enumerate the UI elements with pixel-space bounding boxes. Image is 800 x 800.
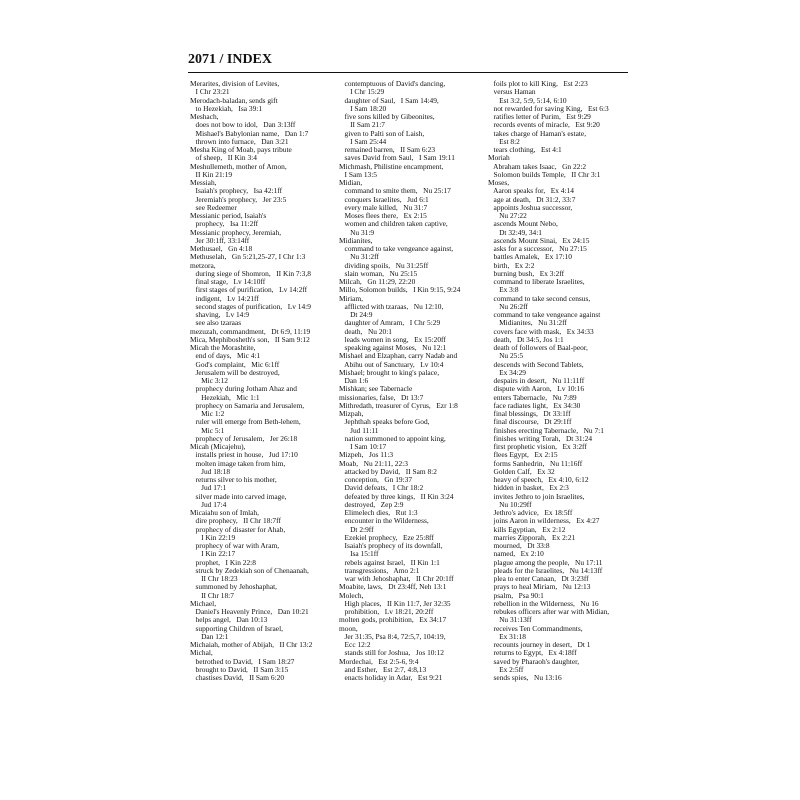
index-entry: speaking against Moses, Nu 12:1 bbox=[339, 344, 447, 352]
index-entry: nation summoned to appoint king, bbox=[339, 434, 446, 443]
index-entry: Moriah bbox=[488, 154, 510, 163]
index-entry: I Chr 23:21 bbox=[190, 88, 230, 97]
index-entry: High places, II Kin 11:7, Jer 32:35 bbox=[339, 599, 451, 608]
index-entry: Michmash, Philistine encampment, bbox=[339, 162, 444, 171]
index-entry: forms Sanhedrin, Nu 11:16ff bbox=[488, 459, 583, 468]
index-entry: Ex 3:8 bbox=[488, 286, 519, 295]
index-entry: Dan 12:1 bbox=[190, 632, 229, 641]
index-entry: death, Nu 20:1 bbox=[339, 327, 392, 336]
index-entry: does not bow to idol, Dan 3:13ff bbox=[190, 121, 296, 130]
index-entry: Moses flees there, Ex 2:15 bbox=[339, 212, 427, 220]
index-entry: Midianites, Nu 31:2ff bbox=[488, 319, 567, 328]
index-entry: final stage, Lv 14:10ff bbox=[190, 278, 266, 286]
index-entry: conquers Israelites, Jud 6:1 bbox=[339, 195, 429, 204]
index-entry: not rewarded for saving King, Est 6:3 bbox=[488, 104, 609, 113]
index-entry: II Sam 21:7 bbox=[339, 121, 385, 130]
index-entry: finishes erecting Tabernacle, Nu 7:1 bbox=[488, 426, 604, 435]
index-entry: rebels against Israel, II Kin 1:1 bbox=[339, 558, 440, 567]
index-entry: command to liberate Israelites, bbox=[488, 278, 585, 286]
index-entry: Millo, Solomon builds, I Kin 9:15, 9:24 bbox=[339, 286, 461, 295]
index-entry: daughter of Amram, I Chr 5:29 bbox=[339, 319, 441, 328]
index-entry: five sons killed by Gibeonites, bbox=[339, 113, 435, 121]
index-entry: Methusael, Gn 4:18 bbox=[190, 245, 253, 253]
index-entry: Micah the Morashtite, bbox=[190, 344, 256, 352]
index-entry: burning bush, Ex 3:2ff bbox=[488, 269, 565, 278]
index-entry: Elimelech dies, Rut 1:3 bbox=[339, 509, 418, 517]
index-entry: despairs in desert, Nu 11:11ff bbox=[488, 377, 585, 385]
index-entry: Milcah, Gn 11:29, 22:20 bbox=[339, 278, 416, 286]
index-entry: flees Egypt, Ex 2:15 bbox=[488, 451, 558, 460]
page-header: 2071 / INDEX bbox=[188, 52, 273, 67]
index-entry: II Chr 18:23 bbox=[190, 575, 238, 583]
index-entry: Jephthah speaks before God, bbox=[339, 418, 430, 427]
index-entry: rebellion in the Wilderness, Nu 16 bbox=[488, 599, 599, 608]
index-entry: Jer 31:35, Psa 8:4, 72:5,7, 104:19, bbox=[339, 632, 446, 641]
index-entry: chastises David, II Sam 6:20 bbox=[190, 674, 285, 682]
index-entry: tears clothing, Est 4:1 bbox=[488, 146, 562, 154]
index-entry: enters Tabernacle, Nu 7:89 bbox=[488, 393, 577, 402]
index-entry: mezuzah, commandment, Dt 6:9, 11:19 bbox=[190, 327, 311, 336]
index-entry: Merarites, division of Levites, bbox=[190, 80, 280, 88]
index-entry: helps angel, Dan 10:13 bbox=[190, 616, 268, 625]
index-entry: returns to Egypt, Ex 4:18ff bbox=[488, 649, 577, 658]
index-entry: Mordechai, Est 2:5-6, 9:4 bbox=[339, 657, 419, 666]
index-entry: prophecy on Samaria and Jerusalem, bbox=[190, 401, 305, 410]
index-entry: Nu 27:22 bbox=[488, 212, 527, 220]
index-entry: heavy of speech, Ex 4:10, 6:12 bbox=[488, 476, 589, 484]
index-entry: end of days, Mic 4:1 bbox=[190, 352, 261, 361]
index-entry: Nu 31:9 bbox=[339, 228, 375, 237]
index-entry: I Sam 25:44 bbox=[339, 137, 387, 146]
index-entry: Isa 15:1ff bbox=[339, 550, 379, 559]
index-entry: molten image taken from him, bbox=[190, 459, 286, 468]
index-entry: betrothed to David, I Sam 18:27 bbox=[190, 657, 295, 666]
index-entry: Mizpah, bbox=[339, 410, 364, 418]
index-entry: Moabite, laws, Dt 23:4ff, Neh 13:1 bbox=[339, 583, 447, 592]
index-entry: Mishael's Babylonian name, Dan 1:7 bbox=[190, 129, 309, 138]
index-entry: Mishael and Elzaphan, carry Nadab and bbox=[339, 352, 458, 361]
index-entry: Est 8:2 bbox=[488, 137, 520, 146]
index-entry: returns silver to his mother, bbox=[190, 476, 277, 484]
index-entry: finishes writing Torah, Dt 31:24 bbox=[488, 434, 593, 443]
index-entry: Golden Calf, Ex 32 bbox=[488, 467, 555, 476]
index-entry: shaving, Lv 14:9 bbox=[190, 311, 250, 319]
index-entry: metzora, bbox=[190, 261, 216, 270]
index-entry: Mithredath, treasurer of Cyrus, Ezr 1:8 bbox=[339, 401, 458, 410]
index-entry: supporting Children of Israel, bbox=[190, 624, 283, 633]
index-entry: prophecy of disaster for Ahab, bbox=[190, 525, 286, 534]
index-entry: defeated by three kings, II Kin 3:24 bbox=[339, 492, 454, 501]
index-entry: war with Jehoshaphat, II Chr 20:1ff bbox=[339, 575, 454, 583]
index-entry: takes charge of Haman's estate, bbox=[488, 129, 587, 138]
index-entry: Meshach, bbox=[190, 113, 219, 121]
index-entry: Abihu out of Sanctuary, Lv 10:4 bbox=[339, 360, 444, 369]
index-entry: plea to enter Canaan, Dt 3:23ff bbox=[488, 575, 589, 583]
index-entry: Nu 31:13ff bbox=[488, 616, 532, 625]
index-entry: Jud 18:18 bbox=[190, 467, 231, 476]
index-entry: II Chr 18:7 bbox=[190, 591, 234, 600]
index-entry: Dt 32:49, 34:1 bbox=[488, 228, 542, 237]
index-entry: I Kin 22:19 bbox=[190, 533, 236, 542]
index-entry: missionaries, false, Dt 13:7 bbox=[339, 393, 424, 402]
index-entry: I Sam 18:20 bbox=[339, 104, 387, 113]
index-entry: face radiates light, Ex 34:30 bbox=[488, 401, 581, 410]
index-entry: Solomon builds Temple, II Chr 3:1 bbox=[488, 170, 601, 179]
index-entry: Dt 2:9ff bbox=[339, 525, 374, 534]
index-entry: I Sam 13:5 bbox=[339, 170, 377, 179]
index-entry: final blessings, Dt 33:1ff bbox=[488, 410, 571, 418]
index-entry: daughter of Saul, I Sam 14:49, bbox=[339, 96, 439, 105]
index-column-3 bbox=[488, 80, 630, 682]
index-entry: ratifies letter of Purim, Est 9:29 bbox=[488, 113, 591, 121]
index-entry: Ex 34:29 bbox=[488, 368, 526, 377]
index-entry: named, Ex 2:10 bbox=[488, 550, 544, 559]
index-entry: Dt 24:9 bbox=[339, 311, 373, 319]
index-entry: Jud 11:11 bbox=[339, 426, 379, 435]
index-entry: Ex 31:18 bbox=[488, 632, 526, 641]
index-entry: first prophetic vision, Ex 3:2ff bbox=[488, 443, 587, 451]
index-entry: Jud 17:1 bbox=[190, 484, 227, 493]
index-entry: Mizpeh, Jos 11:3 bbox=[339, 451, 394, 460]
index-entry: records events of miracle, Est 9:20 bbox=[488, 121, 600, 130]
index-entry: prophecy of war with Aram, bbox=[190, 542, 280, 550]
index-entry: destroyed, Zep 2:9 bbox=[339, 500, 404, 509]
index-entry: during siege of Shomron, II Kin 7:3,8 bbox=[190, 269, 311, 278]
index-entry: Jeremiah's prophecy, Jer 23:5 bbox=[190, 195, 287, 204]
index-entry: first stages of purification, Lv 14:2ff bbox=[190, 286, 308, 295]
index-entry: prays to heal Miriam, Nu 12:13 bbox=[488, 583, 591, 592]
index-entry: command to smite them, Nu 25:17 bbox=[339, 187, 451, 196]
index-entry: mourned, Dt 33:8 bbox=[488, 542, 550, 550]
index-entry: Michaiah, mother of Abijah, II Chr 13:2 bbox=[190, 641, 313, 649]
index-entry: struck by Zedekiah son of Chenaanah, bbox=[190, 566, 309, 575]
index-entry: Mic 1:2 bbox=[190, 410, 225, 418]
index-entry: descends with Second Tablets, bbox=[488, 360, 584, 369]
index-entry: Mic 5:1 bbox=[190, 426, 225, 435]
index-entry: indigent, Lv 14:21ff bbox=[190, 294, 259, 303]
index-column-1 bbox=[190, 80, 332, 682]
index-entry: brought to David, II Sam 3:15 bbox=[190, 665, 289, 674]
index-entry: Moab, Nu 21:11, 22:3 bbox=[339, 459, 408, 468]
index-entry: pleads for the Israelites, Nu 14:13ff bbox=[488, 566, 603, 575]
index-entry: ascends Mount Sinai, Ex 24:15 bbox=[488, 236, 590, 245]
index-entry: I Kin 22:17 bbox=[190, 550, 236, 559]
index-entry: Ex 2:5ff bbox=[488, 665, 524, 674]
index-entry: conception, Gn 19:37 bbox=[339, 476, 413, 484]
index-entry: command to take vengeance against, bbox=[339, 245, 454, 253]
index-entry: ascends Mount Nebo, bbox=[488, 220, 558, 229]
index-entry: David defeats, I Chr 18:2 bbox=[339, 484, 424, 493]
index-entry: sends spies, Nu 13:16 bbox=[488, 674, 562, 682]
index-entry: dividing spoils, Nu 31:25ff bbox=[339, 261, 429, 270]
index-entry: afflicted with tzaraas, Nu 12:10, bbox=[339, 302, 444, 311]
index-entry: Isaiah's prophecy, Isa 42:1ff bbox=[190, 187, 283, 196]
index-entry: prophecy, Isa 11:2ff bbox=[190, 220, 259, 229]
index-entry: Nu 25:5 bbox=[488, 352, 524, 361]
index-entry: second stages of purification, Lv 14:9 bbox=[190, 302, 311, 311]
index-entry: Micah (Micajehu), bbox=[190, 443, 246, 451]
index-entry: final discourse, Dt 29:1ff bbox=[488, 418, 572, 427]
index-entry: remained barren, II Sam 6:23 bbox=[339, 146, 436, 154]
index-entry: asks for a successor, Nu 27:15 bbox=[488, 245, 587, 253]
index-entry: Nu 31:2ff bbox=[339, 253, 379, 262]
index-entry: psalm, Psa 90:1 bbox=[488, 591, 544, 600]
index-entry: given to Palti son of Laish, bbox=[339, 129, 425, 138]
index-entry: Mica, Mephibosheth's son, II Sam 9:12 bbox=[190, 335, 310, 344]
index-entry: Midian, bbox=[339, 179, 363, 187]
index-entry: Ezekiel prophecy, Eze 25:8ff bbox=[339, 533, 434, 542]
index-entry: dire prophecy, II Chr 18:7ff bbox=[190, 517, 281, 526]
index-entry: Nu 10:29ff bbox=[488, 500, 532, 509]
index-entry: Methuselah, Gn 5:21,25-27, I Chr 1:3 bbox=[190, 253, 306, 262]
index-entry: prohibition, Lv 18:21, 20:2ff bbox=[339, 608, 434, 616]
index-entry: prophet, I Kin 22:8 bbox=[190, 558, 256, 567]
index-entry: moon, bbox=[339, 624, 358, 633]
index-entry: invites Jethro to join Israelites, bbox=[488, 492, 585, 501]
index-column-2 bbox=[339, 80, 481, 682]
index-entry: Daniel's Heavenly Prince, Dan 10:21 bbox=[190, 608, 309, 616]
index-entry: Jethro's advice, Ex 18:5ff bbox=[488, 509, 573, 517]
index-entry: saved by Pharaoh's daughter, bbox=[488, 657, 580, 666]
index-entry: Aaron speaks for, Ex 4:14 bbox=[488, 187, 574, 196]
index-entry: Messiah, bbox=[190, 179, 217, 187]
index-entry: see Redeemer bbox=[190, 203, 237, 212]
index-entry: leads women in song, Ex 15:20ff bbox=[339, 335, 446, 344]
index-entry: Merodach-baladan, sends gift bbox=[190, 96, 278, 105]
index-entry: Messianic prophecy, Jeremiah, bbox=[190, 228, 282, 237]
index-entry: death, Dt 34:5, Jos 1:1 bbox=[488, 335, 564, 344]
index-entry: Jud 17:4 bbox=[190, 500, 227, 509]
index-entry: I Sam 10:17 bbox=[339, 443, 387, 451]
index-entry: Ecc 12:2 bbox=[339, 641, 371, 649]
index-entry: Mesha King of Moab, pays tribute bbox=[190, 146, 292, 154]
index-columns bbox=[190, 80, 630, 682]
index-entry: summoned by Jehoshaphat, bbox=[190, 583, 278, 592]
index-entry: attacked by David, II Sam 8:2 bbox=[339, 467, 437, 476]
index-entry: every male killed, Nu 31:7 bbox=[339, 203, 428, 212]
index-entry: Dan 1:6 bbox=[339, 377, 369, 385]
index-entry: Jer 30:1ff, 33:14ff bbox=[190, 236, 250, 245]
index-entry: transgressions, Amo 2:1 bbox=[339, 566, 420, 575]
index-entry: Micaiahu son of Imlah, bbox=[190, 509, 259, 517]
index-entry: thrown into furnace, Dan 3:21 bbox=[190, 137, 289, 146]
index-entry: prophecy of Jerusalem, Jer 26:18 bbox=[190, 434, 298, 443]
index-entry: covers face with mask, Ex 34:33 bbox=[488, 327, 594, 336]
index-entry: Miriam, bbox=[339, 294, 364, 303]
index-entry: Moses, bbox=[488, 179, 510, 187]
index-entry: ruler will emerge from Beth-lehem, bbox=[190, 418, 301, 427]
index-entry: prophecy during Jotham Ahaz and bbox=[190, 385, 297, 394]
index-entry: see also tzaraas bbox=[190, 319, 242, 328]
index-entry: Michal, bbox=[190, 649, 213, 658]
index-entry: silver made into carved image, bbox=[190, 492, 287, 501]
index-entry: dispute with Aaron, Lv 10:16 bbox=[488, 385, 585, 394]
index-entry: recounts journey in desert, Dt 1 bbox=[488, 641, 591, 649]
index-entry: I Chr 15:29 bbox=[339, 88, 385, 97]
header-rule bbox=[188, 72, 628, 73]
index-entry: Abraham takes Isaac, Gn 22:2 bbox=[488, 162, 587, 171]
index-entry: rebukes officers after war with Midian, bbox=[488, 608, 610, 616]
index-entry: Est 3:2, 5:9, 5:14, 6:10 bbox=[488, 96, 567, 105]
index-entry: II Kin 21:19 bbox=[190, 170, 233, 179]
index-entry: installs priest in house, Jud 17:10 bbox=[190, 451, 298, 460]
index-entry: molten gods, prohibition, Ex 34:17 bbox=[339, 616, 447, 625]
index-entry: Hezekiah, Mic 1:1 bbox=[190, 393, 260, 402]
index-entry: Midianites, bbox=[339, 236, 373, 245]
index-entry: slain woman, Nu 25:15 bbox=[339, 269, 418, 278]
index-entry: enacts holiday in Adar, Est 9:21 bbox=[339, 674, 443, 682]
index-entry: God's complaint, Mic 6:1ff bbox=[190, 360, 280, 369]
index-entry: joins Aaron in wilderness, Ex 4:27 bbox=[488, 517, 600, 526]
index-entry: battles Amalek, Ex 17:10 bbox=[488, 253, 572, 262]
index-entry: contemptuous of David's dancing, bbox=[339, 80, 446, 88]
index-entry: death of followers of Baal-peor, bbox=[488, 344, 588, 352]
index-entry: appoints Joshua successor, bbox=[488, 203, 573, 212]
index-entry: Mishkan; see Tabernacle bbox=[339, 385, 413, 394]
index-entry: Jerusalem will be destroyed, bbox=[190, 368, 280, 377]
index-entry: Mishael; brought to king's palace, bbox=[339, 368, 440, 377]
index-entry: Messianic period, Isaiah's bbox=[190, 212, 267, 220]
index-entry: Michael, bbox=[190, 599, 217, 608]
index-entry: women and children taken captive, bbox=[339, 220, 448, 229]
index-entry: and Esther, Est 2:7, 4:8,13 bbox=[339, 665, 427, 674]
index-entry: hidden in basket, Ex 2:3 bbox=[488, 484, 569, 493]
index-entry: stands still for Joshua, Jos 10:12 bbox=[339, 649, 444, 658]
index-entry: marries Zipporah, Ex 2:21 bbox=[488, 533, 576, 542]
index-entry: receives Ten Commandments, bbox=[488, 624, 583, 633]
index-entry: to Hezekiah, Isa 39:1 bbox=[190, 104, 263, 113]
index-entry: command to take second census, bbox=[488, 294, 591, 303]
index-entry: encounter in the Wilderness, bbox=[339, 517, 429, 526]
index-entry: plague among the people, Nu 17:11 bbox=[488, 558, 603, 567]
index-entry: Meshullemeth, mother of Amon, bbox=[190, 162, 287, 171]
index-entry: Molech, bbox=[339, 591, 364, 600]
index-entry: saves David from Saul, I Sam 19:11 bbox=[339, 154, 455, 163]
index-entry: kills Egyptian, Ex 2:12 bbox=[488, 525, 566, 534]
index-entry: age at death, Dt 31:2, 33:7 bbox=[488, 195, 576, 204]
index-entry: birth, Ex 2:2 bbox=[488, 261, 535, 270]
index-entry: of sheep, II Kin 3:4 bbox=[190, 154, 257, 163]
index-entry: Isaiah's prophecy of its downfall, bbox=[339, 542, 443, 550]
index-entry: command to take vengeance against bbox=[488, 311, 601, 319]
index-entry: foils plot to kill King, Est 2:23 bbox=[488, 80, 588, 88]
index-entry: versus Haman bbox=[488, 88, 536, 97]
index-entry: Mic 3:12 bbox=[190, 377, 228, 385]
index-entry: Nu 26:2ff bbox=[488, 302, 528, 311]
